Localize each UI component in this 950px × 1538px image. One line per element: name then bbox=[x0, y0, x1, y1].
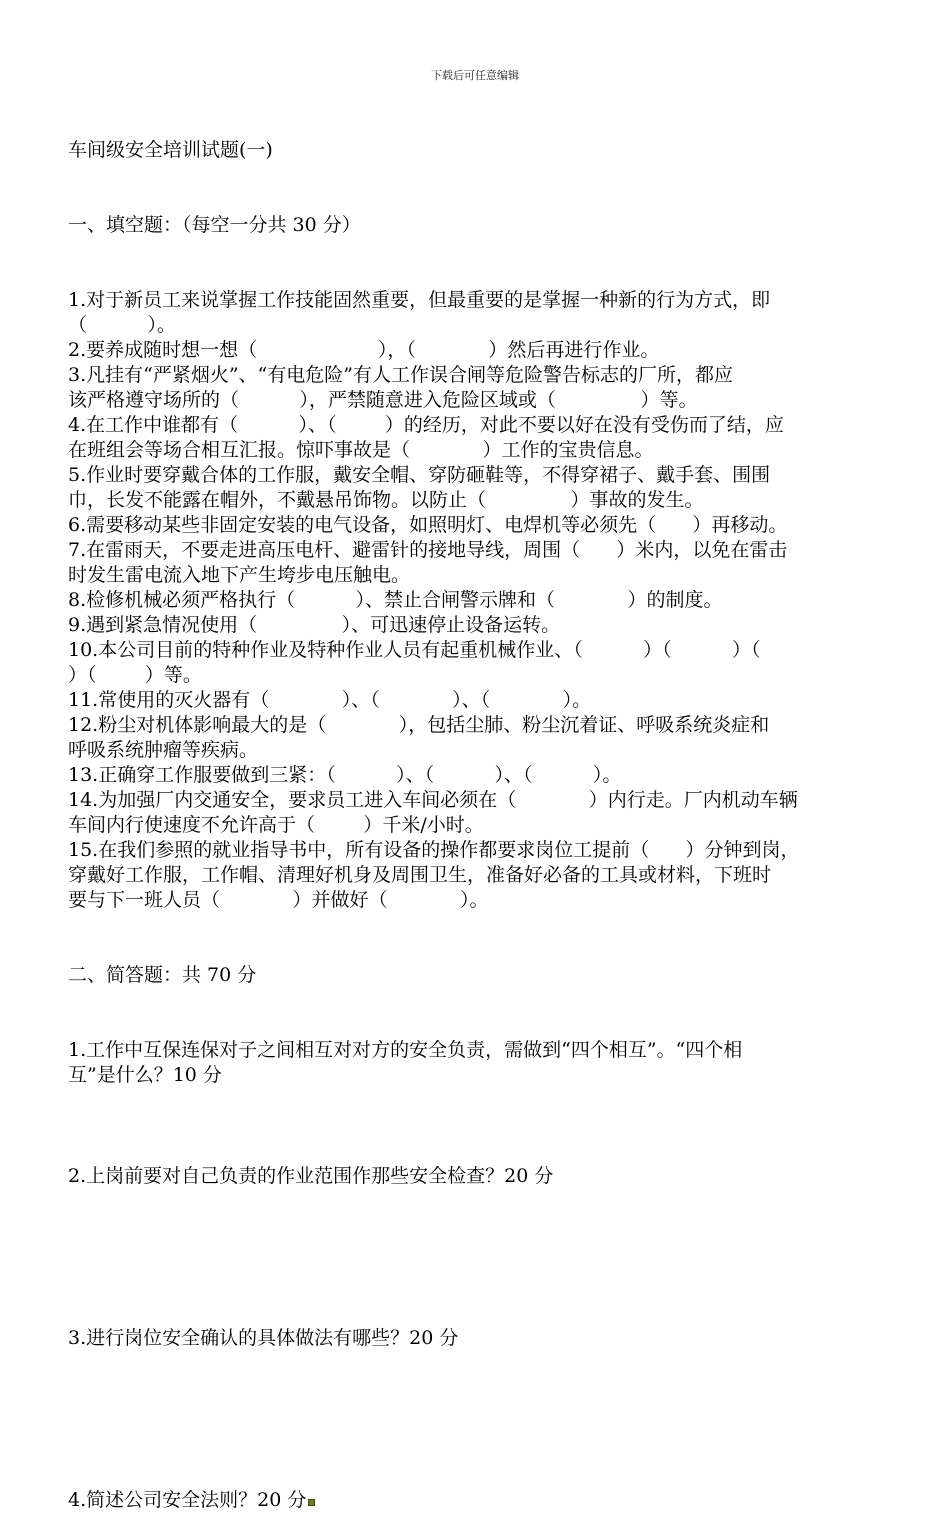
question-line: 14.为加强厂内交通安全，要求员工进入车间必须在（ ）内行走。厂内机动车辆 bbox=[68, 789, 798, 811]
question-line: 1.工作中互保连保对子之间相互对对方的安全负责，需做到“四个相互”。“四个相 bbox=[68, 1039, 743, 1061]
question-line: 15.在我们参照的就业指导书中，所有设备的操作都要求岗位工提前（ ）分钟到岗， bbox=[68, 839, 800, 861]
answer-space bbox=[68, 1088, 908, 1164]
question-line: 4.在工作中谁都有（ ）、（ ）的经历，对此不要以好在没有受伤而了结，应 bbox=[68, 414, 784, 436]
question-line: 巾，长发不能露在帽外，不戴悬吊饰物。以防止（ ）事故的发生。 bbox=[68, 489, 704, 511]
question-line: （ ）。 bbox=[68, 314, 176, 336]
fill-in-question-14 bbox=[68, 788, 908, 838]
fill-in-question-5 bbox=[68, 463, 908, 513]
question-line: 3.凡挂有“严紧烟火”、“有电危险”有人工作误合闸等危险警告标志的厂所，都应 bbox=[68, 364, 733, 386]
question-line: 2.要养成随时想一想（ ），（ ）然后再进行作业。 bbox=[68, 339, 660, 361]
question-line: 2.上岗前要对自己负责的作业范围作那些安全检查？20 分 bbox=[68, 1165, 554, 1187]
short-answer-question-3 bbox=[68, 1326, 908, 1351]
fill-in-question-8 bbox=[68, 588, 908, 613]
answer-space bbox=[68, 1189, 908, 1326]
fill-in-question-11 bbox=[68, 688, 908, 713]
page-mark-icon bbox=[308, 1499, 315, 1506]
question-line: 4.简述公司安全法则？20 分 bbox=[68, 1488, 908, 1513]
question-line: 互”是什么？10 分 bbox=[68, 1064, 222, 1086]
fill-in-question-15 bbox=[68, 838, 908, 913]
question-line: 3.进行岗位安全确认的具体做法有哪些？20 分 bbox=[68, 1327, 459, 1349]
fill-in-question-7 bbox=[68, 538, 908, 588]
fill-in-question-1 bbox=[68, 288, 908, 338]
question-line: 呼吸系统肿瘤等疾病。 bbox=[68, 739, 259, 761]
fill-in-question-2 bbox=[68, 338, 908, 363]
fill-in-question-13 bbox=[68, 763, 908, 788]
question-line: 时发生雷电流入地下产生垮步电压触电。 bbox=[68, 564, 411, 586]
question-line: 5.作业时要穿戴合体的工作服，戴安全帽、穿防砸鞋等，不得穿裙子、戴手套、围围 bbox=[68, 464, 771, 486]
question-line: 车间内行使速度不允许高于（ ）千米/小时。 bbox=[68, 814, 484, 836]
question-line: 该严格遵守场所的（ ），严禁随意进入危险区域或（ ）等。 bbox=[68, 389, 698, 411]
question-line: 8.检修机械必须严格执行（ ）、禁止合闸警示牌和（ ）的制度。 bbox=[68, 589, 723, 611]
section2-heading: 二、简答题：共 70 分 bbox=[68, 964, 257, 986]
short-answer-question-1 bbox=[68, 1038, 908, 1088]
question-line: 要与下一班人员（ ）并做好（ ）。 bbox=[68, 889, 489, 911]
fill-in-question-4 bbox=[68, 413, 908, 463]
short-answer-question-4 bbox=[68, 1488, 908, 1513]
header-note: 下载后可任意编辑 bbox=[431, 69, 519, 82]
short-answer-question-2 bbox=[68, 1164, 908, 1189]
question-line: 1.对于新员工来说掌握工作技能固然重要，但最重要的是掌握一种新的行为方式，即 bbox=[68, 289, 771, 311]
question-line: 10.本公司目前的特种作业及特种作业人员有起重机械作业、（ ）（ ）（ bbox=[68, 639, 761, 661]
question-line: 11.常使用的灭火器有（ ）、（ ）、（ ）。 bbox=[68, 689, 592, 711]
question-line: 穿戴好工作服，工作帽、清理好机身及周围卫生，准备好必备的工具或材料，下班时 bbox=[68, 864, 772, 886]
question-line: 6.需要移动某些非固定安装的电气设备，如照明灯、电焊机等必须先（ ）再移动。 bbox=[68, 514, 788, 536]
question-line: ）（ ）等。 bbox=[68, 664, 202, 686]
exam-document bbox=[68, 88, 908, 1538]
section1-heading: 一、填空题：（每空一分共 30 分） bbox=[68, 214, 361, 236]
short-answer-questions bbox=[68, 1038, 908, 1513]
question-line: 9.遇到紧急情况使用（ ）、可迅速停止设备运转。 bbox=[68, 614, 561, 636]
fill-in-question-9 bbox=[68, 613, 908, 638]
question-line: 12.粉尘对机体影响最大的是（ ），包括尘肺、粉尘沉着证、呼吸系统炎症和 bbox=[68, 714, 770, 736]
fill-in-question-3 bbox=[68, 363, 908, 413]
fill-in-question-10 bbox=[68, 638, 908, 688]
question-line: 7.在雷雨天，不要走进高压电杆、避雷针的接地导线，周围（ ）米内，以免在雷击 bbox=[68, 539, 788, 561]
fill-in-question-6 bbox=[68, 513, 908, 538]
fill-in-questions bbox=[68, 288, 908, 913]
fill-in-question-12 bbox=[68, 713, 908, 763]
answer-space bbox=[68, 1351, 908, 1488]
question-line: 13.正确穿工作服要做到三紧：（ ）、（ ）、（ ）。 bbox=[68, 764, 622, 786]
question-line: 在班组会等场合相互汇报。惊吓事故是（ ）工作的宝贵信息。 bbox=[68, 439, 654, 461]
document-title: 车间级安全培训试题(一) bbox=[68, 139, 273, 161]
